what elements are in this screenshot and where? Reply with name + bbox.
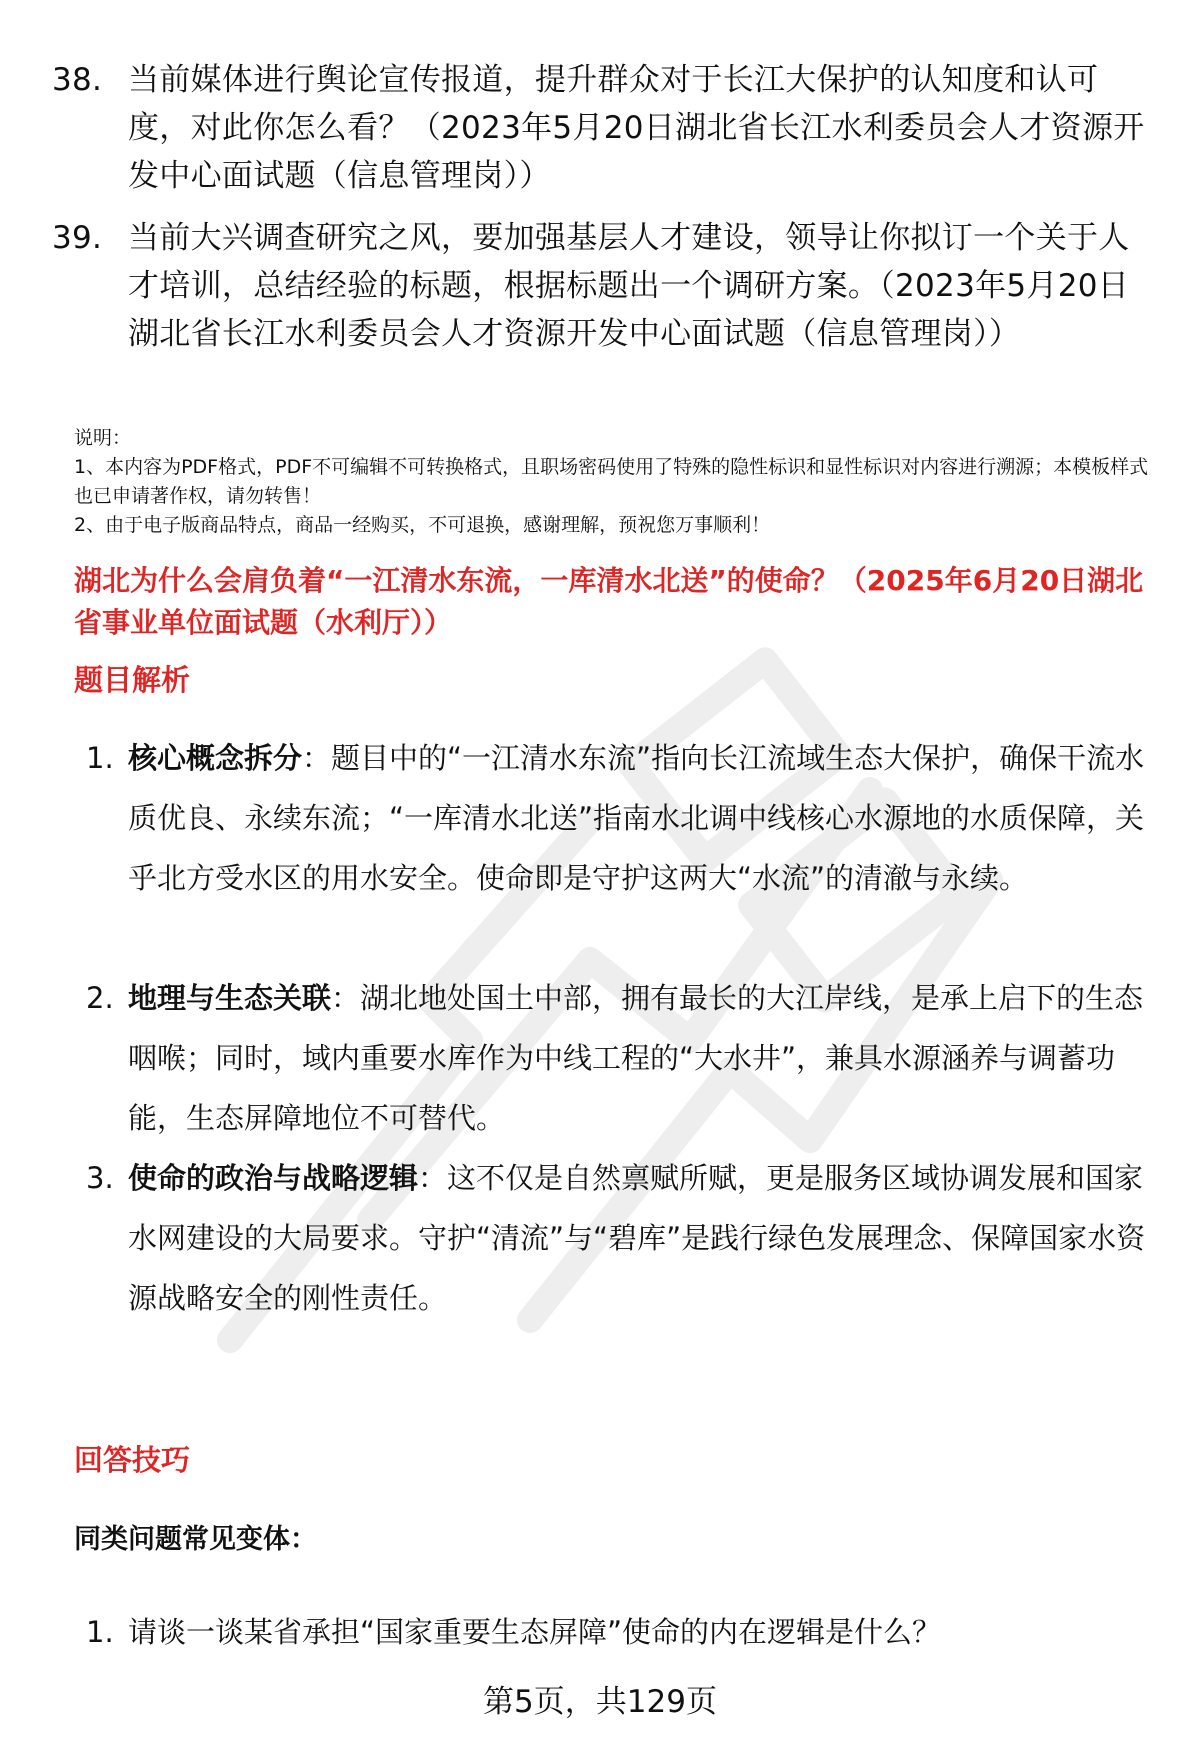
- list-number: 1.: [86, 1615, 114, 1649]
- analysis-item-2: [86, 968, 1146, 1148]
- analysis-item-3: [86, 1148, 1146, 1328]
- list-number: 1.: [86, 741, 114, 775]
- list-number: 2.: [86, 981, 114, 1015]
- item-text: ：这不仅是自然禀赋所赋，更是服务区域协调发展和国家水网建设的大局要求。守护“清流”与“碧库”是践行绿色发展理念、保障国家水资源战略安全的刚性责任。: [128, 1161, 1146, 1315]
- item-keyword: 地理与生态关联: [128, 981, 332, 1015]
- notice-line-1: 1、本内容为PDF格式，PDF不可编辑不可转换格式，且职场密码使用了特殊的隐性标识和显性标识对内容进行溯源；本模板样式也已申请著作权，请勿转售！: [74, 456, 1149, 507]
- question-text: 当前大兴调查研究之风，要加强基层人才建设，领导让你拟订一个关于人才培训，总结经验的标题，根据标题出一个调研方案。（2023年5月20日湖北省长江水利委员会人才资源开发中心面试题（信息管理岗））: [128, 220, 1130, 352]
- item-text: ：题目中的“一江清水东流”指向长江流域生态大保护，确保干流水质优良、永续东流；“一库清水北送”指南水北调中线核心水源地的水质保障，关乎北方受水区的用水安全。使命即是守护这两大“水流”的清澈与永续。: [128, 741, 1145, 895]
- notice-title: 说明：: [74, 427, 132, 449]
- notice: [74, 424, 1164, 540]
- item-keyword: 核心概念拆分: [128, 741, 303, 775]
- question-number: 39.: [52, 220, 103, 256]
- list-number: 3.: [86, 1161, 114, 1195]
- question-number: 38.: [52, 62, 103, 98]
- question-38: [52, 56, 1152, 200]
- question-text: 当前媒体进行舆论宣传报道，提升群众对于长江大保护的认知度和认可度，对此你怎么看？（2023年5月20日湖北省长江水利委员会人才资源开发中心面试题（信息管理岗））: [128, 62, 1145, 194]
- analysis-item-1: [86, 728, 1146, 908]
- tips-item-1: [86, 1602, 1146, 1662]
- question-39: [52, 214, 1152, 358]
- item-text: 请谈一谈某省承担“国家重要生态屏障”使命的内在逻辑是什么？: [128, 1615, 942, 1649]
- item-keyword: 使命的政治与战略逻辑: [128, 1161, 419, 1195]
- tips-heading: 回答技巧: [74, 1443, 191, 1477]
- item-text: ：湖北地处国土中部，拥有最长的大江岸线，是承上启下的生态咽喉；同时，域内重要水库作为中线工程的“大水井”，兼具水源涵养与调蓄功能，生态屏障地位不可替代。: [128, 981, 1144, 1135]
- notice-line-2: 2、由于电子版商品特点，商品一经购买，不可退换，感谢理解，预祝您万事顺利！: [74, 514, 771, 536]
- tips-subheading: 同类问题常见变体：: [74, 1524, 317, 1555]
- main-question-title: 湖北为什么会肩负着“一江清水东流，一库清水北送”的使命？（2025年6月20日湖北省事业单位面试题（水利厅））: [74, 564, 1144, 639]
- analysis-heading: 题目解析: [74, 663, 191, 697]
- page-footer: 第5页，共129页: [483, 1684, 717, 1720]
